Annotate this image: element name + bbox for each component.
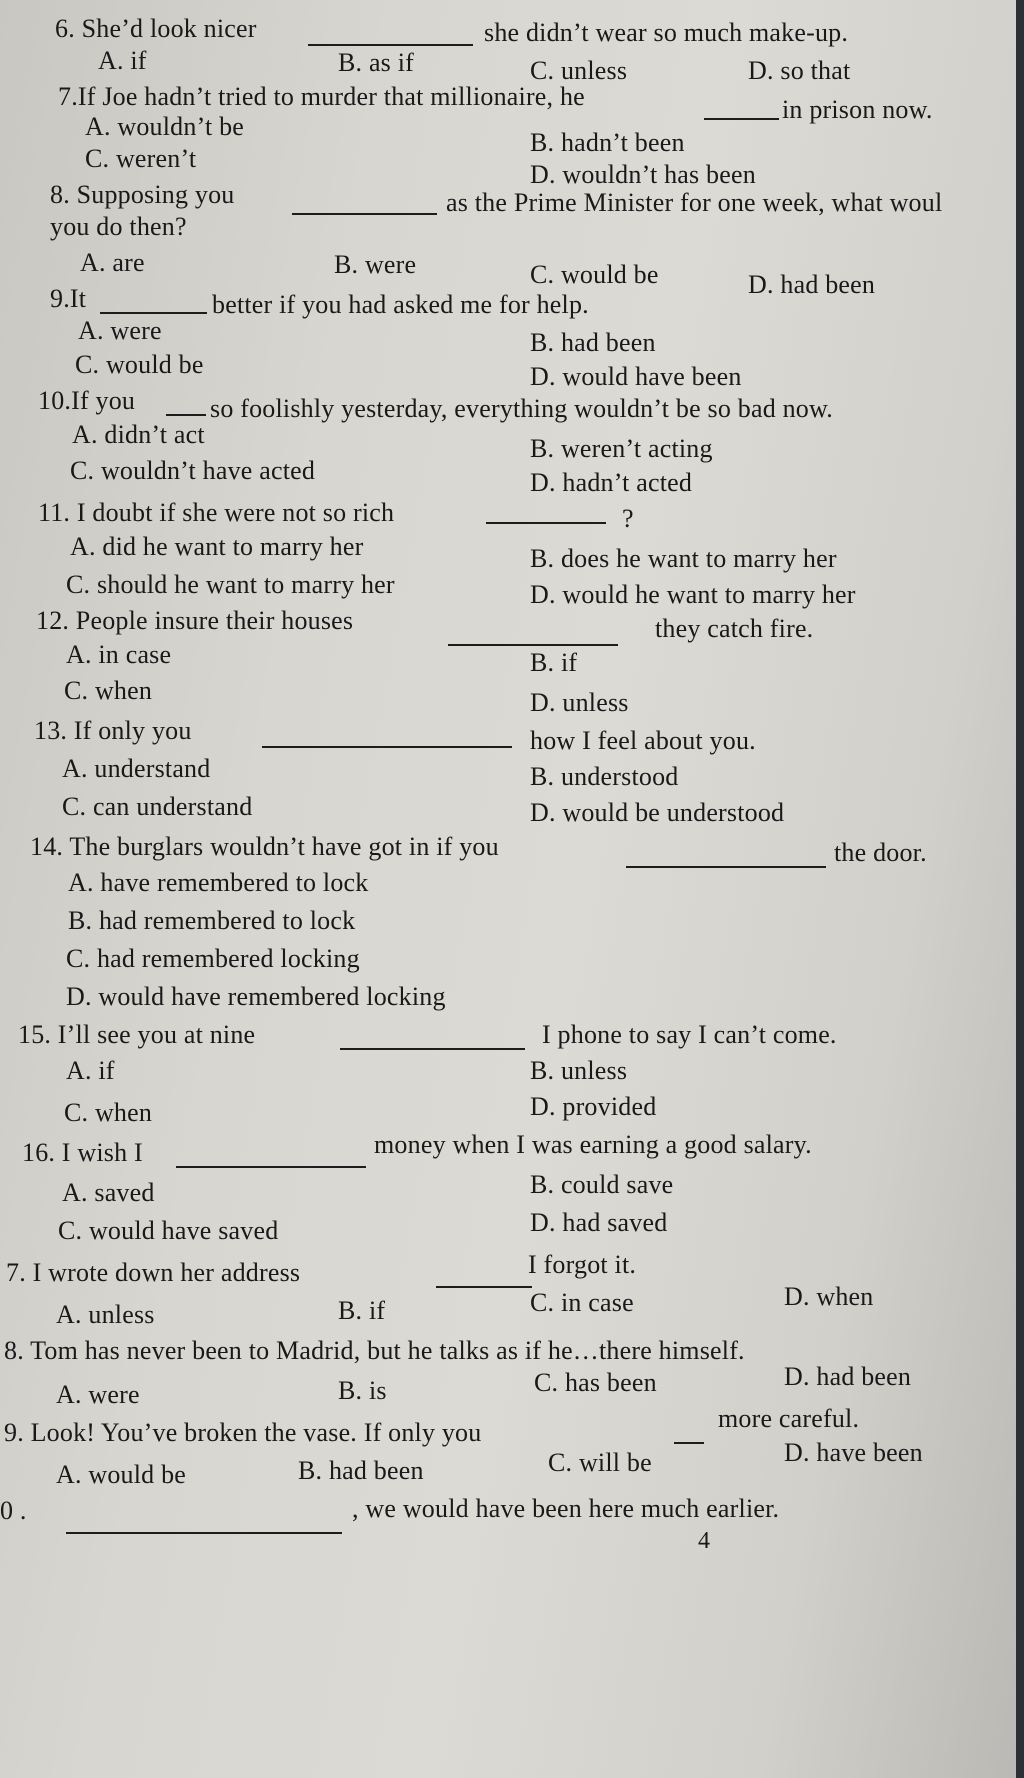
answer-blank[interactable] xyxy=(66,1532,342,1534)
option-b[interactable]: B. if xyxy=(338,1296,386,1325)
option-c[interactable]: C. should he want to marry her xyxy=(66,570,395,599)
question-18-prompt: 8. Tom has never been to Madrid, but he talks as if he…there himself. xyxy=(4,1336,745,1365)
option-d[interactable]: D. would be understood xyxy=(530,798,785,827)
answer-blank[interactable] xyxy=(486,522,606,524)
question-16-prompt: 16. I wish I xyxy=(22,1138,143,1167)
question-14-prompt: 14. The burglars wouldn’t have got in if you xyxy=(30,832,499,861)
answer-blank[interactable] xyxy=(100,312,207,314)
option-a[interactable]: A. if xyxy=(66,1056,115,1085)
question-13-prompt: 13. If only you xyxy=(34,716,192,745)
answer-blank[interactable] xyxy=(674,1442,704,1444)
option-d[interactable]: D. provided xyxy=(530,1092,657,1121)
question-16-prompt-end: money when I was earning a good salary. xyxy=(374,1130,812,1159)
question-13-prompt-end: how I feel about you. xyxy=(530,726,756,755)
option-d[interactable]: D. would he want to marry her xyxy=(530,580,856,609)
option-d[interactable]: D. had been xyxy=(784,1362,912,1391)
answer-blank[interactable] xyxy=(436,1286,532,1288)
page-edge xyxy=(1016,0,1024,1778)
question-15-prompt: 15. I’ll see you at nine xyxy=(18,1020,256,1049)
question-10-prompt: 10.If you xyxy=(38,386,136,415)
question-19-prompt: 9. Look! You’ve broken the vase. If only you xyxy=(4,1418,482,1447)
answer-blank[interactable] xyxy=(166,414,206,416)
question-9-prompt-end: better if you had asked me for help. xyxy=(212,290,589,319)
option-d[interactable]: D. unless xyxy=(530,688,629,717)
option-a[interactable]: A. are xyxy=(80,248,145,277)
answer-blank[interactable] xyxy=(176,1166,366,1168)
option-a[interactable]: A. wouldn’t be xyxy=(85,112,245,141)
answer-blank[interactable] xyxy=(308,44,473,46)
question-20-prompt: 0 . xyxy=(0,1496,27,1525)
option-d[interactable]: D. when xyxy=(784,1282,874,1311)
option-d[interactable]: D. so that xyxy=(748,56,851,85)
question-12-prompt: 12. People insure their houses xyxy=(36,606,354,635)
question-14-prompt-end: the door. xyxy=(834,838,927,867)
option-d[interactable]: D. had been xyxy=(748,270,876,299)
question-12-prompt-end: they catch fire. xyxy=(655,614,814,643)
question-8-prompt-end: as the Prime Minister for one week, what woul xyxy=(446,188,943,217)
option-c[interactable]: C. can understand xyxy=(62,792,253,821)
option-a[interactable]: A. if xyxy=(98,46,147,75)
answer-blank[interactable] xyxy=(448,644,618,646)
question-19-prompt-end: more careful. xyxy=(718,1404,860,1433)
option-a[interactable]: A. would be xyxy=(56,1460,187,1489)
option-a[interactable]: A. were xyxy=(56,1380,140,1409)
option-c[interactable]: C. wouldn’t have acted xyxy=(70,456,316,485)
option-b[interactable]: B. could save xyxy=(530,1170,674,1199)
option-d[interactable]: D. hadn’t acted xyxy=(530,468,693,497)
answer-blank[interactable] xyxy=(626,866,826,868)
question-17-prompt-end: I forgot it. xyxy=(528,1250,637,1279)
question-15-prompt-end: I phone to say I can’t come. xyxy=(542,1020,837,1049)
option-b[interactable]: B. unless xyxy=(530,1056,628,1085)
option-b[interactable]: B. had been xyxy=(530,328,656,357)
option-c[interactable]: C. had remembered locking xyxy=(66,944,360,973)
option-c[interactable]: C. would have saved xyxy=(58,1216,279,1245)
option-b[interactable]: B. hadn’t been xyxy=(530,128,685,157)
question-8-prompt: 8. Supposing you xyxy=(50,180,235,209)
answer-blank[interactable] xyxy=(340,1048,525,1050)
option-c[interactable]: C. would be xyxy=(75,350,204,379)
option-d[interactable]: D. have been xyxy=(784,1438,923,1467)
page-number: 4 xyxy=(698,1528,711,1554)
option-b[interactable]: B. if xyxy=(530,648,578,677)
option-c[interactable]: C. weren’t xyxy=(85,144,197,173)
question-8-prompt-cont: you do then? xyxy=(50,212,187,241)
option-d[interactable]: D. would have been xyxy=(530,362,742,391)
option-c[interactable]: C. would be xyxy=(530,260,659,289)
question-11-prompt: 11. I doubt if she were not so rich xyxy=(38,498,395,527)
answer-blank[interactable] xyxy=(262,746,512,748)
question-10-prompt-end: so foolishly yesterday, everything wouldn’t be so bad now. xyxy=(210,394,833,423)
option-a[interactable]: A. unless xyxy=(56,1300,155,1329)
option-a[interactable]: A. didn’t act xyxy=(72,420,205,449)
option-c[interactable]: C. when xyxy=(64,1098,153,1127)
question-7-prompt-end: in prison now. xyxy=(782,95,933,124)
question-11-prompt-end: ? xyxy=(622,504,634,533)
option-c[interactable]: C. unless xyxy=(530,56,628,85)
option-c[interactable]: C. will be xyxy=(548,1448,652,1477)
option-d[interactable]: D. had saved xyxy=(530,1208,668,1237)
option-b[interactable]: B. as if xyxy=(338,48,414,77)
question-6-prompt-end: she didn’t wear so much make-up. xyxy=(484,18,849,47)
question-6-prompt: 6. She’d look nicer xyxy=(55,14,257,43)
option-c[interactable]: C. has been xyxy=(534,1368,657,1397)
option-b[interactable]: B. weren’t acting xyxy=(530,434,713,463)
option-a[interactable]: A. understand xyxy=(62,754,211,783)
option-a[interactable]: A. saved xyxy=(62,1178,155,1207)
question-20-prompt-end: , we would have been here much earlier. xyxy=(352,1494,780,1523)
question-7-prompt: 7.If Joe hadn’t tried to murder that millionaire, he xyxy=(58,82,585,111)
option-a[interactable]: A. were xyxy=(78,316,162,345)
question-9-prompt: 9.It xyxy=(50,284,87,313)
option-c[interactable]: C. in case xyxy=(530,1288,634,1317)
option-b[interactable]: B. had been xyxy=(298,1456,424,1485)
option-a[interactable]: A. have remembered to lock xyxy=(68,868,369,897)
option-b[interactable]: B. understood xyxy=(530,762,679,791)
answer-blank[interactable] xyxy=(292,213,437,215)
option-a[interactable]: A. did he want to marry her xyxy=(70,532,364,561)
option-b[interactable]: B. is xyxy=(338,1376,387,1405)
option-a[interactable]: A. in case xyxy=(66,640,172,669)
option-b[interactable]: B. were xyxy=(334,250,417,279)
option-c[interactable]: C. when xyxy=(64,676,153,705)
question-17-prompt: 7. I wrote down her address xyxy=(6,1258,301,1287)
option-b[interactable]: B. does he want to marry her xyxy=(530,544,837,573)
answer-blank[interactable] xyxy=(704,118,779,120)
option-b[interactable]: B. had remembered to lock xyxy=(68,906,356,935)
option-d[interactable]: D. would have remembered locking xyxy=(66,982,446,1011)
option-d[interactable]: D. wouldn’t has been xyxy=(530,160,756,189)
